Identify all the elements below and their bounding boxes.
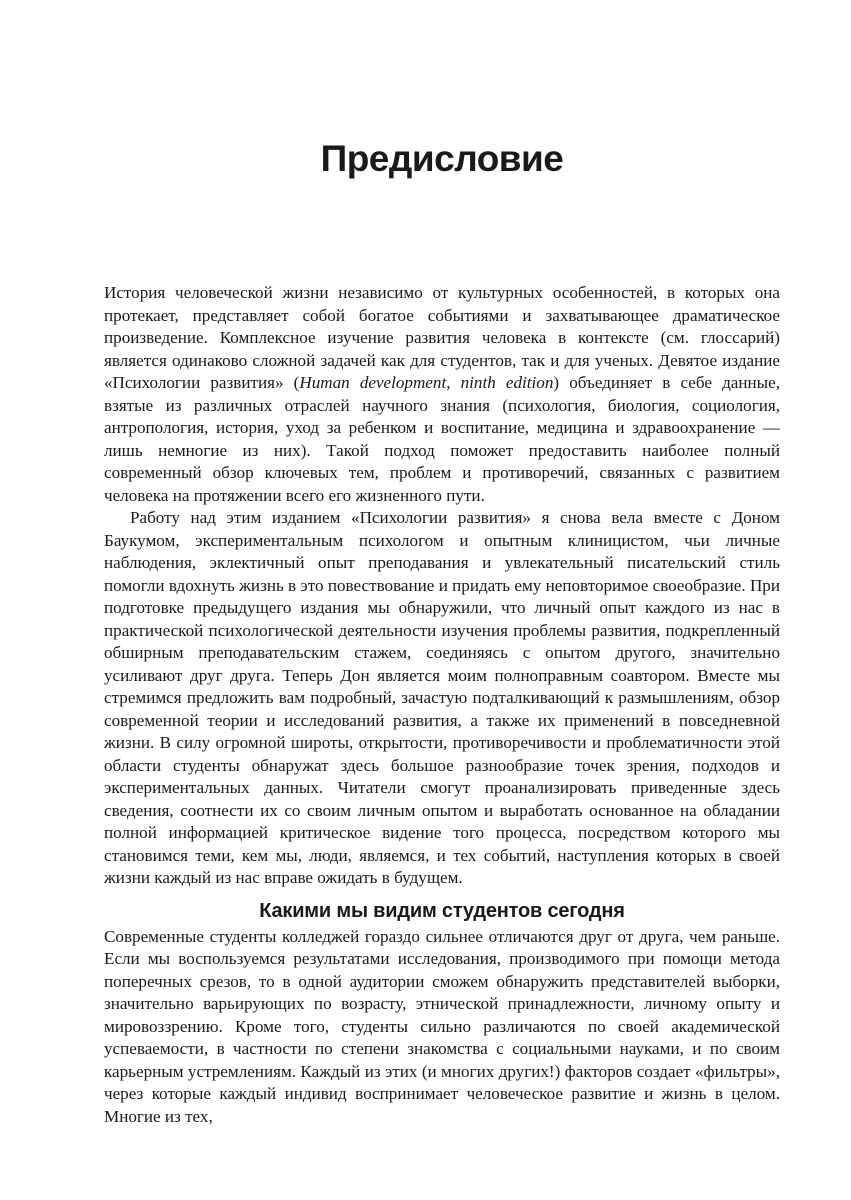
section-title: Какими мы видим студентов сегодня <box>259 899 625 922</box>
paragraph-coauthor: Работу над этим изданием «Психологии развития» я снова вела вместе с Доном Баукумом, экспериментальным психологом и опытным клиницистом, чьи личные наблюдения, эклектичный опыт преподавания и увлекательный писательский стиль помогли вдохнуть жизнь в это повествование и придать ему неповторимое своеобразие. При подготовке предыдущего издания мы обнаружили, что личный опыт каждого из нас в практической психологической деятельности изучения проблемы развития, подкрепленный обширным преподавательским стажем, соединяясь с опытом другого, значительно усиливают друг друга. Теперь Дон является моим полноправным соавтором. Вместе мы стремимся предложить вам подробный, зачастую подталкивающий к размышлениям, обзор современной теории и исследований развития, а также их применений в повседневной жизни. В силу огромной широты, открытости, противоречивости и проблематичности этой области студенты обнаружат здесь большое разнообразие точек зрения, подходов и экспериментальных данных. Читатели смогут проанализировать приведенные здесь сведения, соотнести их со своим личным опытом и выработать основанное на обладании полной информацией критическое видение того процесса, посредством которого мы становимся теми, кем мы, люди, являемся, и тех событий, наступления которых в своей жизни каждый из нас вправе ожидать в будущем. <box>104 508 780 887</box>
paragraph-intro-part-2: ) объединяет в себе данные, взятые из различных отраслей научного знания (психология, биология, социология, антропология, история, уход за ребенком и воспитание, медицина и здравоохранение — лишь немногие из них). Такой подход поможет предоставить наиболее полный современный обзор ключевых тем, проблем и противоречий, связанных с развитием человека на протяжении всего его жизненного пути. <box>104 373 781 505</box>
paragraph-students: Современные студенты колледжей гораздо сильнее отличаются друг от друга, чем раньше. Если мы воспользуемся результатами исследования, производимого при помощи метода поперечных срезов, то в одной аудитории сможем обнаружить представителей выборки, значительно варьирующих по возрасту, этнической принадлежности, личному опыту и мировоззрению. Кроме того, студенты сильно различаются по своей академической успеваемости, в частности по степени знакомства с социальными науками, и по своим карьерным устремлениям. Каждый из этих (и многих других!) факторов создает «фильтры», через которые каждый индивид воспринимает человеческое развитие и жизнь в целом. Многие из тех, <box>104 926 780 1126</box>
chapter-title: Предисловие <box>320 138 564 179</box>
paragraph-intro <box>104 282 780 507</box>
book-title-english: Human development, ninth edition <box>299 373 554 392</box>
paragraph-intro-part-1: История человеческой жизни независимо от культурных особенностей, в которых она протекает, представляет собой богатое событиями и захватывающее драматическое произведение. Комплексное изучение развития человека в контексте (см. глоссарий) является одинаково сложной задачей как для студентов, так и для ученых. Девятое издание «Психологии развития» ( <box>104 283 780 392</box>
body-text <box>104 282 780 1128</box>
